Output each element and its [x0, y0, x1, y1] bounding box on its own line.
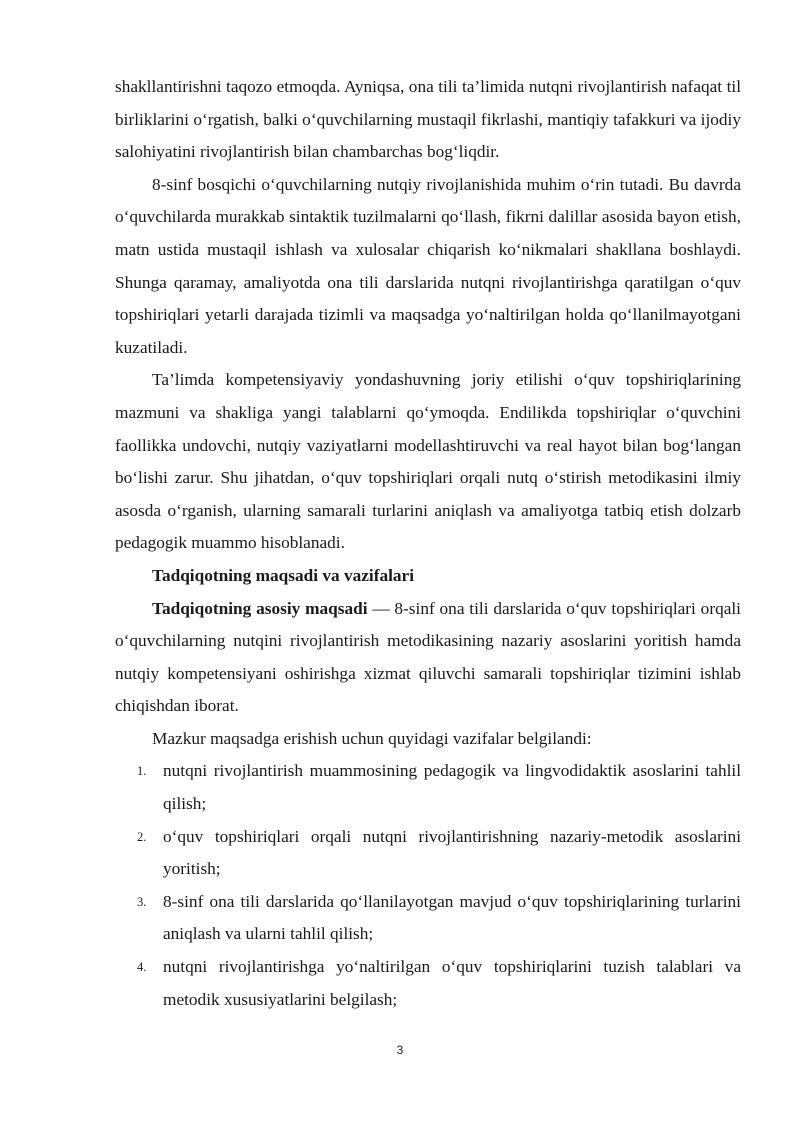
list-item [115, 951, 741, 1016]
list-item-text: nutqni rivojlantirish muammosining pedagogik va lingvodidaktik asoslarini tahlil qilish; [163, 761, 741, 814]
list-item [115, 886, 741, 951]
list-item-text: 8-sinf ona tili darslarida qo‘llanilayotgan mavjud o‘quv topshiriqlarining turlarini aniqlash va ularni tahlil qilish; [163, 891, 741, 944]
list-item-number: 3. [137, 894, 147, 909]
paragraph-competency-approach: Ta’limda kompetensiyaviy yondashuvning joriy etilishi o‘quv topshiriqlarining mazmuni va shakliga yangi talablarni qo‘ymoqda. Endilikda topshiriqlar o‘quvchini faollikka undovchi, nutqiy vaziyatlarni modellashtiruvchi va real hayot bilan bog‘langan bo‘lishi zarur. Shu jihatdan, o‘quv topshiriqlari orqali nutq o‘stirish metodikasini ilmiy asosda o‘rganish, ularning samarali turlarini aniqlash va amaliyotga tatbiq etish dolzarb pedagogik muammo hisoblanadi. [115, 370, 741, 553]
list-item-number: 1. [137, 764, 147, 779]
aim-label: Tadqiqotning asosiy maqsadi [152, 598, 368, 618]
page-number: 3 [396, 1043, 404, 1057]
paragraph-research-aim [115, 593, 741, 723]
paragraph-intro-continuation: shakllantirishni taqozo etmoqda. Ayniqsa, ona tili ta’limida nutqni rivojlantirish nafaqat til birliklarini o‘rgatish, balki o‘quvchilarning mustaqil fikrlashi, mantiqiy tafakkuri va ijodiy salohiyatini rivojlantirish bilan chambarchas bog‘liqdir. [115, 77, 741, 162]
list-item [115, 755, 741, 820]
paragraph-grade-8-stage: 8-sinf bosqichi o‘quvchilarning nutqiy rivojlanishida muhim o‘rin tutadi. Bu davrda o‘quvchilarda murakkab sintaktik tuzilmalarni qo‘llash, fikrni dalillar asosida bayon etish, matn ustida mustaqil ishlash va xulosalar chiqarish ko‘nikmalari shakllana boshlaydi. Shunga qaramay, amaliyotda ona tili darslarida nutqni rivojlantirishga qaratilgan o‘quv topshiriqlari yetarli darajada tizimli va maqsadga yo‘naltirilgan holda qo‘llanilmayotgani kuzatiladi. [115, 174, 741, 357]
list-item [115, 821, 741, 886]
list-item-text: o‘quv topshiriqlari orqali nutqni rivojlantirishning nazariy-metodik asoslarini yoritish; [163, 826, 741, 879]
section-heading: Tadqiqotning maqsadi va vazifalari [152, 565, 415, 585]
aim-text: — 8-sinf ona tili darslarida o‘quv topshiriqlari orqali o‘quvchilarning nutqini rivojlantirish metodikasining nazariy asoslarini yoritish hamda nutqiy kompetensiyani oshirishga xizmat qiluvchi samarali topshiriqlar tizimini ishlab chiqishdan iborat. [115, 598, 741, 716]
list-item-text: nutqni rivojlantirishga yo‘naltirilgan o‘quv topshiriqlarini tuzish talablari va metodik xususiyatlarini belgilash; [163, 957, 741, 1009]
paragraph-tasks-intro: Mazkur maqsadga erishish uchun quyidagi vazifalar belgilandi: [152, 728, 592, 748]
list-item-number: 4. [137, 960, 147, 975]
tasks-list [115, 755, 741, 1016]
document-page [115, 71, 741, 1016]
list-item-number: 2. [137, 829, 147, 844]
